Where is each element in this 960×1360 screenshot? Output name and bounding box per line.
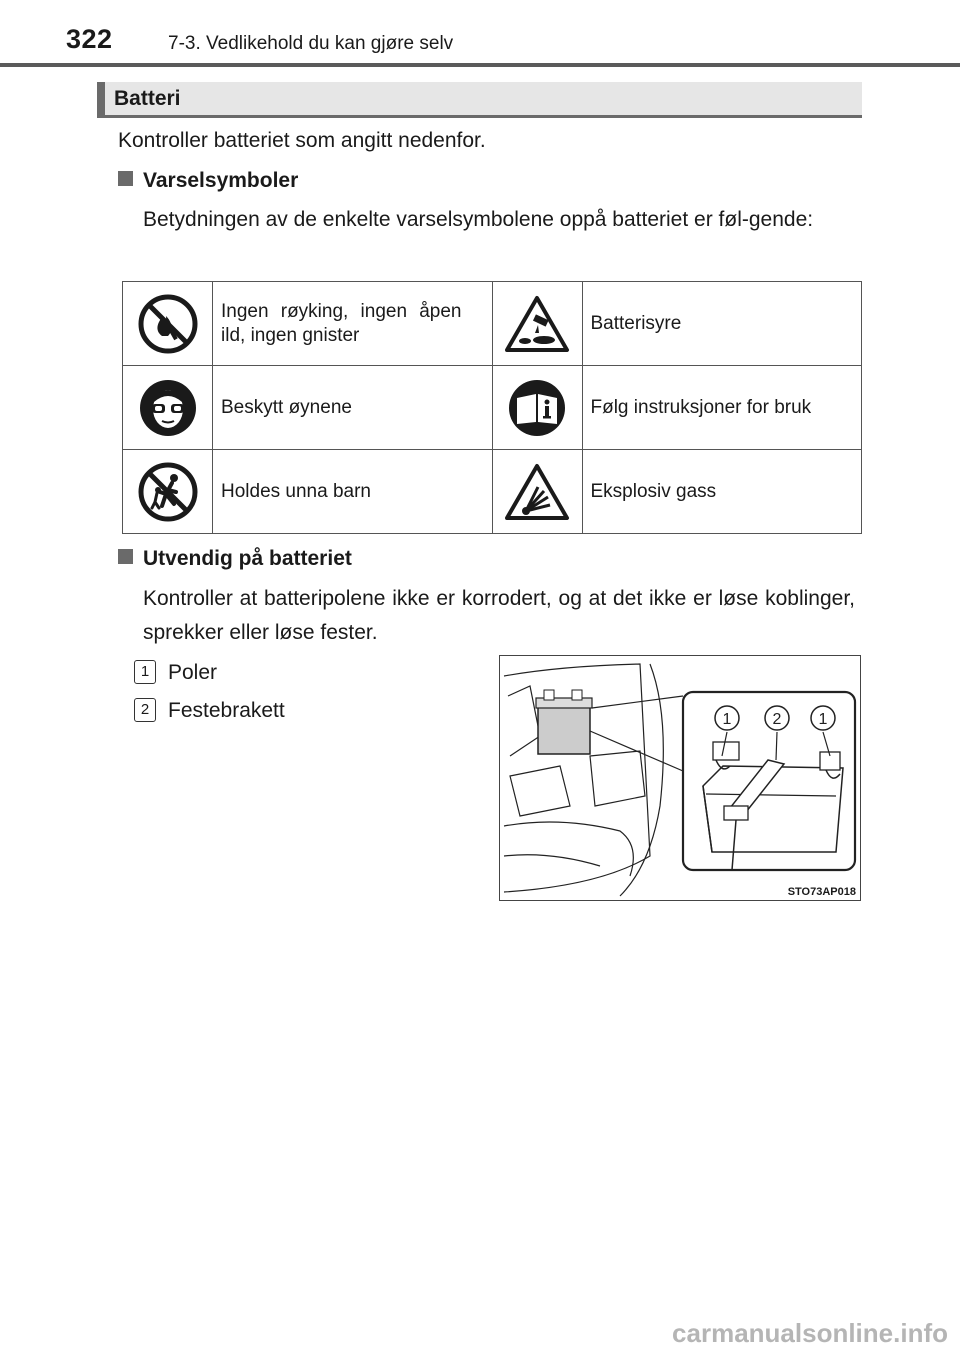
legend-label: Festebrakett <box>168 699 285 722</box>
square-bullet-icon <box>118 171 133 186</box>
legend-label: Poler <box>168 661 218 684</box>
symbol-label: Ingen røyking, ingen åpen ild, ingen gnister <box>213 282 493 366</box>
battery-illustration <box>499 655 861 901</box>
watermark: carmanualsonline.info <box>672 1318 948 1348</box>
symbol-label: Batterisyre <box>582 282 862 366</box>
callout-number: 2 <box>772 711 782 728</box>
figure-code: STO73AP018 <box>787 886 856 898</box>
page-number: 322 <box>66 24 113 54</box>
battery-acid-icon <box>492 282 582 366</box>
exterior-heading <box>118 547 352 571</box>
instructions-book-icon <box>492 366 582 450</box>
warning-heading <box>118 169 298 193</box>
keep-away-children-icon <box>123 450 213 534</box>
square-bullet-icon <box>118 549 133 564</box>
symbol-label: Følg instruksjoner for bruk <box>582 366 862 450</box>
symbol-label: Beskytt øynene <box>213 366 493 450</box>
legend-item-bracket <box>134 698 285 723</box>
eye-protection-icon <box>123 366 213 450</box>
no-smoking-flame-icon <box>123 282 213 366</box>
engine-bay-drawing <box>500 656 861 901</box>
exterior-heading-label: Utvendig på batteriet <box>143 547 352 570</box>
callout-number: 2 <box>134 698 156 722</box>
intro-text: Kontroller batteriet som angitt nedenfor. <box>118 129 486 152</box>
legend-item-poles <box>134 660 217 685</box>
header-rule <box>0 63 960 67</box>
callout-number: 1 <box>134 660 156 684</box>
warning-symbols-table <box>122 281 862 534</box>
section-path: 7-3. Vedlikehold du kan gjøre selv <box>168 33 454 54</box>
callout-number: 1 <box>818 711 828 728</box>
warning-heading-label: Varselsymboler <box>143 169 299 192</box>
symbol-label: Holdes unna barn <box>213 450 493 534</box>
section-title-box <box>97 82 862 118</box>
warning-text: Betydningen av de enkelte varselsymbolene oppå batteriet er føl-gende: <box>143 208 814 231</box>
symbol-label: Eksplosiv gass <box>582 450 862 534</box>
table-row <box>123 366 862 450</box>
explosive-gas-icon <box>492 450 582 534</box>
section-title: Batteri <box>114 87 181 110</box>
section-title-bar <box>97 82 105 115</box>
table-row <box>123 450 862 534</box>
callout-number: 1 <box>722 711 732 728</box>
exterior-text: Kontroller at batteripolene ikke er korrodert, og at det ikke er løse koblinger, sprekker eller løse fester. <box>143 587 855 644</box>
table-row <box>123 282 862 366</box>
